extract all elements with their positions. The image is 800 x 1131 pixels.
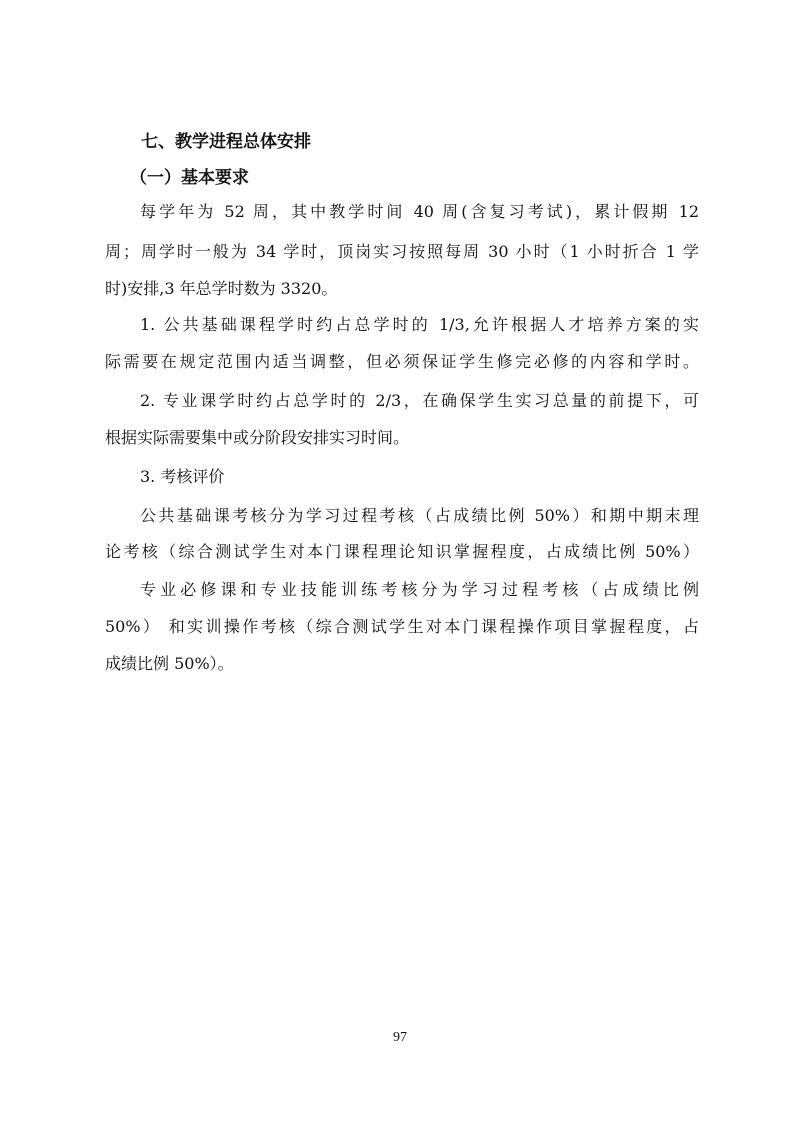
text-line: 论考核（综合测试学生对本门课程理论知识掌握程度，占成绩比例 50%）: [105, 542, 699, 561]
text-line: 2. 专业课学时约占总学时的 2/3，在确保学生实习总量的前提下，可: [140, 391, 699, 410]
page-number: 97: [393, 1030, 407, 1045]
text-line: 公共基础课考核分为学习过程考核（占成绩比例 50%）和期中期末理: [140, 506, 699, 525]
text-line: 根据实际需要集中或分阶段安排实习时间。: [105, 428, 410, 447]
text-line: 专业必修课和专业技能训练考核分为学习过程考核（占成绩比例: [140, 580, 699, 599]
text-line: 3. 考核评价: [140, 467, 225, 486]
text-line: 周；周学时一般为 34 学时，顶岗实习按照每周 30 小时（1 小时折合 1 学: [105, 242, 699, 261]
text-line: 50%） 和实训操作考核（综合测试学生对本门课程操作项目掌握程度，占: [105, 617, 699, 636]
section-title: 七、教学进程总体安排: [141, 132, 311, 152]
subsection-title: （一）基本要求: [130, 168, 249, 188]
text-line: 际需要在规定范围内适当调整，但必须保证学生修完必修的内容和学时。: [105, 352, 699, 371]
text-line: 成绩比例 50%）。: [105, 654, 234, 673]
text-line: 1. 公共基础课程学时约占总学时的 1/3,允许根据人才培养方案的实: [140, 315, 699, 334]
text-line: 时)安排,3 年总学时数为 3320。: [105, 279, 338, 298]
text-line: 每学年为 52 周，其中教学时间 40 周(含复习考试)，累计假期 12: [140, 202, 699, 221]
